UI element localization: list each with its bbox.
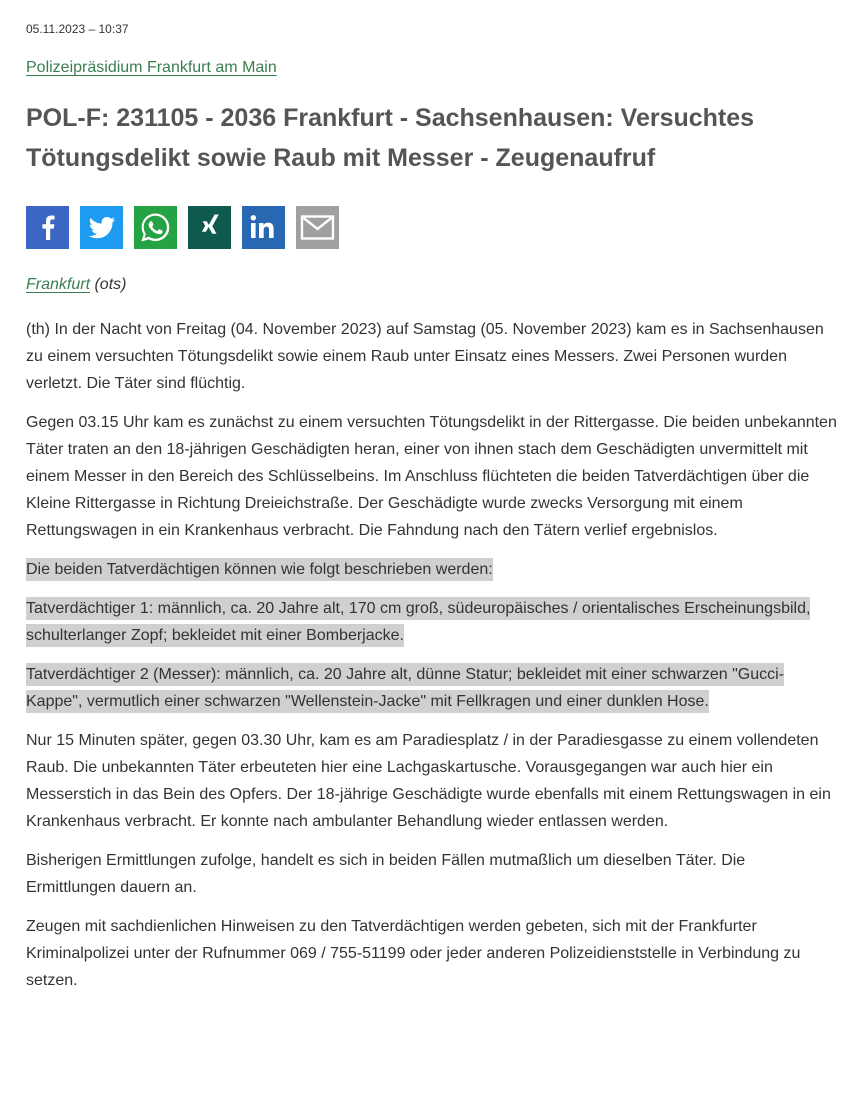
facebook-icon bbox=[26, 206, 69, 249]
article-paragraph-highlighted bbox=[26, 661, 838, 715]
article-paragraph bbox=[26, 913, 838, 994]
dateline bbox=[26, 276, 126, 294]
whatsapp-icon bbox=[134, 206, 177, 249]
share-facebook-button[interactable] bbox=[26, 206, 69, 249]
paragraph-text: Nur 15 Minuten später, gegen 03.30 Uhr, kam es am Paradiesplatz / in der Paradiesgasse zu einem vollendeten Raub. Die unbekannten Täter erbeuteten hier eine Lachgaskartusche. Vorausgegangen war auch hier ein Messerstich in das Bein des Opfers. Der 18-jährige Geschädigte wurde ebenfalls mit einem Rettungswagen in ein Krankenhaus verbracht. Er konnte nach ambulanter Behandlung wieder entlassen werden. bbox=[26, 732, 831, 830]
share-xing-button[interactable] bbox=[188, 206, 231, 249]
highlighted-text: Tatverdächtiger 1: männlich, ca. 20 Jahre alt, 170 cm groß, südeuropäisches / orientalisches Erscheinungsbild, schulterlanger Zopf; bekleidet mit einer Bomberjacke. bbox=[26, 597, 810, 647]
paragraph-text: (th) In der Nacht von Freitag (04. November 2023) auf Samstag (05. November 2023) kam es in Sachsenhausen zu einem versuchten Tötungsdelikt sowie einem Raub unter Einsatz eines Messers. Zwei Personen wurden verletzt. Die Täter sind flüchtig. bbox=[26, 321, 824, 392]
share-whatsapp-button[interactable] bbox=[134, 206, 177, 249]
paragraph-text: Gegen 03.15 Uhr kam es zunächst zu einem versuchten Tötungsdelikt in der Rittergasse. Die beiden unbekannten Täter traten an den 18-jährigen Geschädigten heran, einer von ihnen stach dem Geschädigten unvermittelt mit einem Messer in den Bereich des Schlüsselbeins. Im Anschluss flüchteten die beiden Tatverdächtigen über die Kleine Rittergasse in Richtung Dreieichstraße. Der Geschädigte wurde zwecks Versorgung mit einem Rettungswagen in ein Krankenhaus verbracht. Die Fahndung nach den Tätern verlief ergebnislos. bbox=[26, 414, 837, 539]
publisher-link[interactable]: Polizeipräsidium Frankfurt am Main bbox=[26, 59, 277, 76]
highlighted-text: Tatverdächtiger 2 (Messer): männlich, ca. 20 Jahre alt, dünne Statur; bekleidet mit einer schwarzen "Gucci-Kappe", vermutlich einer schwarzen "Wellenstein-Jacke" mit Fellkragen und einer dunklen Hose. bbox=[26, 663, 784, 713]
email-icon bbox=[296, 206, 339, 249]
paragraph-text: Bisherigen Ermittlungen zufolge, handelt es sich in beiden Fällen mutmaßlich um dieselben Täter. Die Ermittlungen dauern an. bbox=[26, 852, 746, 896]
location-link[interactable]: Frankfurt bbox=[26, 276, 91, 293]
share-twitter-button[interactable] bbox=[80, 206, 123, 249]
article-paragraph bbox=[26, 409, 838, 544]
article-paragraph bbox=[26, 316, 838, 397]
share-bar bbox=[26, 206, 339, 249]
linkedin-icon bbox=[242, 206, 285, 249]
publish-datetime: 05.11.2023 – 10:37 bbox=[26, 22, 129, 36]
twitter-icon bbox=[80, 206, 123, 249]
highlighted-text: Die beiden Tatverdächtigen können wie folgt beschrieben werden: bbox=[26, 558, 493, 581]
article-paragraph-highlighted bbox=[26, 556, 838, 583]
article-paragraph-highlighted bbox=[26, 595, 838, 649]
paragraph-text: Zeugen mit sachdienlichen Hinweisen zu den Tatverdächtigen werden gebeten, sich mit der Frankfurter Kriminalpolizei unter der Rufnummer 069 / 755-51199 oder jeder anderen Polizeidienststelle in Verbindung zu setzen. bbox=[26, 918, 801, 989]
article-paragraph bbox=[26, 727, 838, 835]
xing-icon bbox=[188, 206, 231, 249]
source-tag: (ots) bbox=[94, 276, 127, 293]
share-linkedin-button[interactable] bbox=[242, 206, 285, 249]
article-paragraph bbox=[26, 847, 838, 901]
article-body bbox=[26, 316, 838, 1006]
share-email-button[interactable] bbox=[296, 206, 339, 249]
article-title: POL-F: 231105 - 2036 Frankfurt - Sachsenhausen: Versuchtes Tötungsdelikt sowie Raub mit Messer - Zeugenaufruf bbox=[26, 104, 755, 172]
